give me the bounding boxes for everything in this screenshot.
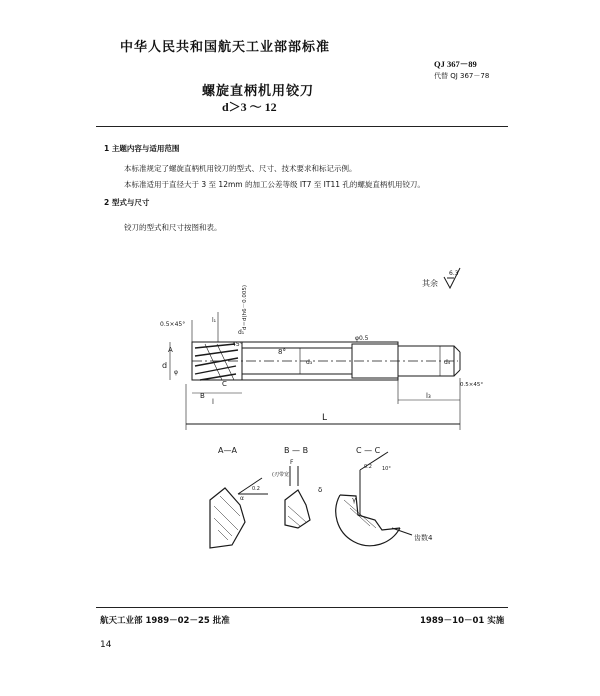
label-angle-45: 45° — [232, 341, 243, 348]
label-chamfer-2: 0.5×45° — [460, 382, 484, 388]
approval-date: 航天工业部 1989－02－25 批准 — [100, 616, 230, 626]
section-1-heading: 1 主题内容与适用范围 — [104, 144, 180, 153]
label-angle-8: 8° — [278, 348, 286, 356]
label-d1: d₁ — [238, 329, 245, 336]
label-d3: d₃ — [306, 359, 313, 366]
section-2-paragraph: 铰刀的型式和尺寸按图和表。 — [124, 223, 222, 232]
section-bb-profile — [285, 490, 310, 528]
label-delta: δ — [318, 486, 323, 494]
label-ra-1: 0.2 — [252, 486, 260, 492]
section-cc-profile — [336, 495, 400, 546]
label-section-b: B — [200, 392, 205, 400]
label-f: F — [290, 459, 294, 466]
label-phi0-5: φ0.5 — [355, 335, 369, 342]
org-standard-header: 中华人民共和国航天工业部部标准 — [120, 40, 331, 55]
label-margin-width: (刃带宽) — [272, 472, 291, 478]
effective-date: 1989－10－01 实施 — [420, 616, 505, 626]
section-1-paragraph-2: 本标准适用于直径大于 3 至 12mm 的加工公差等级 IT7 至 IT11 孔的螺旋直柄机用铰刀。 — [124, 180, 425, 189]
section-bb-label: B — B — [284, 446, 309, 455]
standard-number: QJ 367－89 — [434, 59, 477, 69]
label-l3: l₃ — [426, 392, 431, 400]
section-1-paragraph-1: 本标准规定了螺旋直柄机用铰刀的型式、尺寸、技术要求和标记示例。 — [124, 164, 357, 173]
roughness-note: 其余 — [422, 279, 438, 288]
label-section-a: A — [168, 346, 173, 354]
label-teeth: 齿数4 — [414, 534, 433, 542]
diameter-range: d＞3 ～ 12 — [222, 100, 277, 114]
document-title: 螺旋直柄机用铰刀 — [202, 84, 315, 99]
roughness-value: 6.3 — [449, 270, 459, 277]
label-d: d — [162, 361, 168, 370]
label-l1: l₁ — [212, 317, 217, 324]
footer-rule — [96, 607, 508, 608]
replaces-standard: 代替 QJ 367－78 — [434, 72, 490, 80]
label-diameter-tolerance: d＝d(h6－0.005) — [242, 284, 248, 330]
label-gamma: γ — [352, 496, 357, 504]
label-angle-10: 10° — [382, 466, 391, 472]
label-ra-2: 0.2 — [364, 464, 372, 470]
section-cc-label: C — C — [356, 446, 381, 455]
label-total-length: L — [322, 413, 328, 423]
section-aa-label: A—A — [218, 446, 237, 455]
section-2-heading: 2 型式与尺寸 — [104, 198, 150, 207]
label-chamfer: 0.5×45° — [160, 321, 186, 328]
label-flute-length: l — [212, 398, 214, 406]
page-number: 14 — [100, 640, 112, 650]
label-d4: d₄ — [444, 359, 451, 366]
label-alpha: α — [240, 495, 244, 502]
label-section-c: C — [222, 380, 227, 388]
label-phi: φ — [174, 369, 178, 376]
